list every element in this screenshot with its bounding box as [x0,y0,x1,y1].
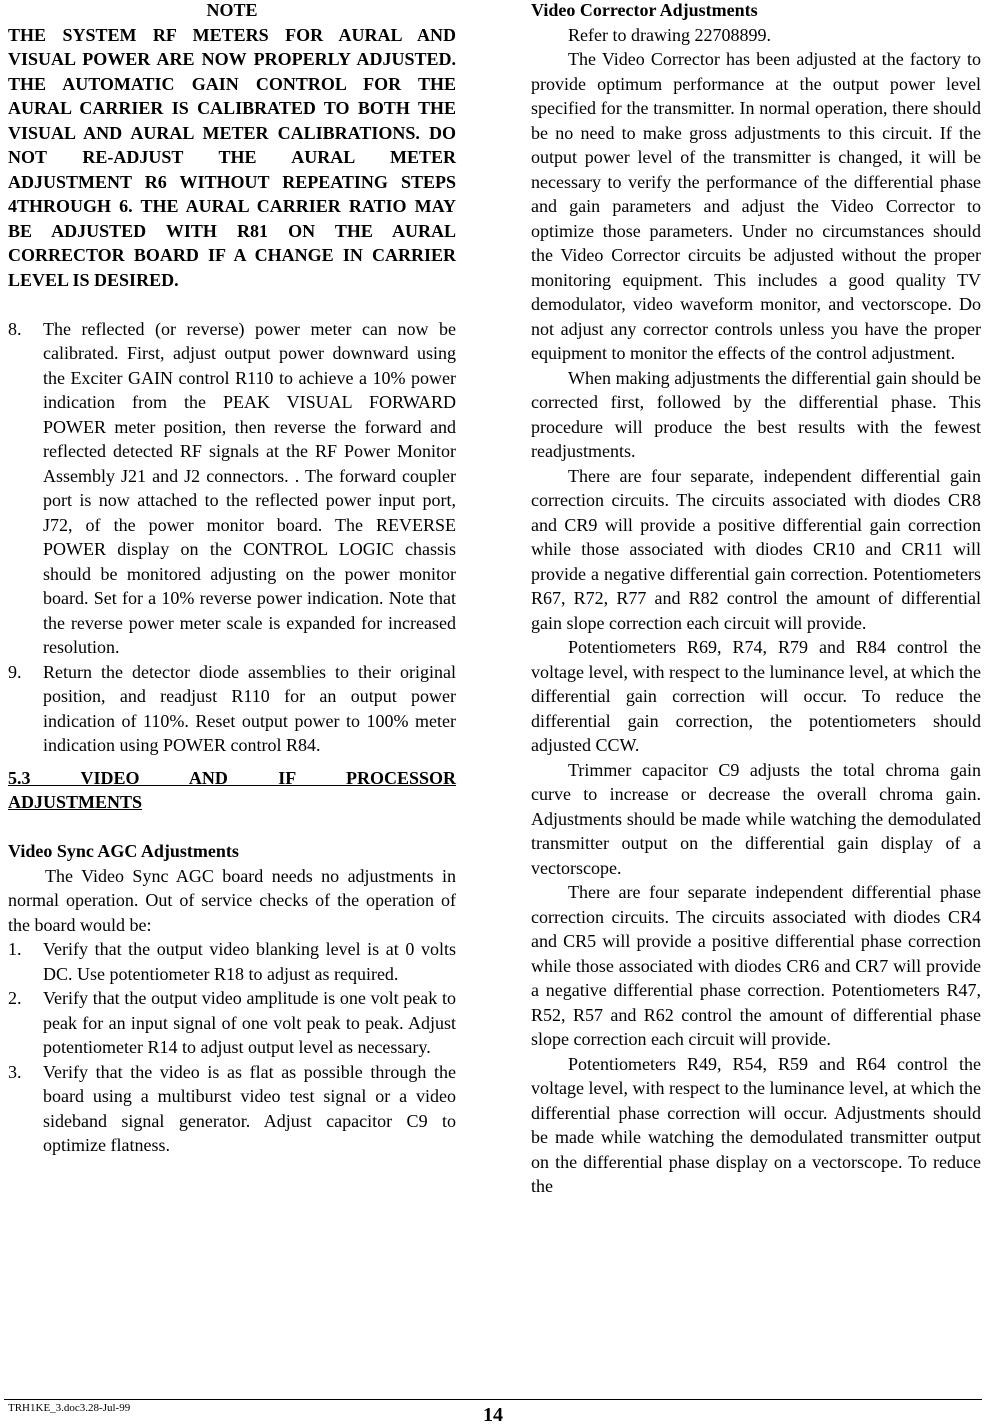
step-number: 3. [8,1061,22,1082]
paragraph: There are four separate independent differential phase correction circuits. The circuits associated with diodes CR4 and CR5 will provide a positive differential phase correction while those associated with diodes CR6 and CR7 will provide a negative differential phase correction. Potentiometers R47, R52, R57 and R62 control the amount of differential phase slope correction each circuit will provide. [531,882,981,1049]
power-steps-list [8,317,456,758]
paragraph: Trimmer capacitor C9 adjusts the total chroma gain curve to increase or decrease the overall chroma gain. Adjustments should be made while watching the demodulated transmitter output on the differential gain display of a vectorscope. [531,759,981,878]
section-heading: 5.3 VIDEO AND IF PROCESSOR [8,767,456,788]
footer-divider [4,1399,982,1400]
spacer [8,292,456,317]
step-text: Return the detector diode assemblies to their original position, and readjust R110 for an output power indication of 110%. Reset output power to 100% meter indication using POWER control R84. [43,661,456,755]
step-text: Verify that the video is as flat as possible through the board using a multiburst video test signal or a video sideband signal generator. Adjust capacitor C9 to optimize flatness. [43,1061,456,1155]
list-item [8,660,456,758]
footer-doc-id: TRH1KE_3.doc3.28-Jul-99 [8,1402,131,1414]
paragraph: Potentiometers R49, R54, R59 and R64 control the voltage level, with respect to the luminance level, at which the differential phase correction will occur. Adjustments should be made while watching the demodulated transmitter output on the differential phase display on a vectorscope. To reduce the [531,1053,981,1196]
paragraph: The Video Corrector has been adjusted at the factory to provide optimum performance at the output power level specified for the transmitter. In normal operation, there should be no need to make gross adjustments to this circuit. If the output power level of the transmitter is changed, it will be necessary to verify the performance of the differential phase and gain parameters and adjust the Video Corrector to optimize those parameters. Under no circumstances should the Video Corrector circuits be adjusted without the proper monitoring equipment. This includes a good quality TV demodulator, video waveform monitor, and vectorscope. Do not adjust any corrector controls unless you have the proper equipment to monitor the effects of the control adjustment. [531,49,981,363]
step-number: 9. [8,661,22,682]
list-item [8,937,456,986]
paragraph: When making adjustments the differential gain should be corrected first, followed by the differential phase. This procedure will produce the best results with the fewest readjustments. [531,367,981,461]
step-text: Verify that the output video amplitude is one volt peak to peak for an input signal of one volt peak to peak. Adjust potentiometer R14 to adjust output level as necessary. [43,988,456,1057]
video-corrector-heading: Video Corrector Adjustments [531,0,758,20]
list-item [8,986,456,1060]
video-sync-heading: Video Sync AGC Adjustments [8,841,239,861]
step-number: 1. [8,939,22,959]
left-column [8,0,456,1158]
paragraph: There are four separate, independent differential gain correction circuits. The circuits associated with diodes CR8 and CR9 will provide a positive differential gain correction while those associated with diodes CR10 and CR11 will provide a negative differential gain correction. Potentiometers R67, R72, R77 and R82 control the amount of differential gain slope correction each circuit will provide. [531,465,981,633]
step-number: 8. [8,318,22,339]
note-body: THE SYSTEM RF METERS FOR AURAL AND VISUAL POWER ARE NOW PROPERLY ADJUSTED. THE AUTOMATIC GAIN CONTROL FOR THE AURAL CARRIER IS CALIBRATED TO BOTH THE VISUAL AND AURAL METER CALIBRATIONS. DO NOT RE-ADJUST THE AURAL METER ADJUSTMENT R6 WITHOUT REPEATING STEPS 4THROUGH 6. THE AURAL CARRIER RATIO MAY BE ADJUSTED WITH R81 ON THE AURAL CORRECTOR BOARD IF A CHANGE IN CARRIER LEVEL IS DESIRED. [8,24,456,290]
step-text: The reflected (or reverse) power meter can now be calibrated. First, adjust output power downward using the Exciter GAIN control R110 to achieve a 10% power indication from the PEAK VISUAL FORWARD POWER meter position, then reverse the forward and reflected detected RF signals at the RF Power Monitor Assembly J21 and J2 connectors. . The forward coupler port is now attached to the reflected power input port, J72, of the power monitor board. The REVERSE POWER display on the CONTROL LOGIC chassis should be monitored adjusting on the power monitor board. Set for a 10% reverse power indication. Note that the reverse power meter scale is expanded for increased resolution. [43,318,456,657]
video-sync-intro: The Video Sync AGC board needs no adjustments in normal operation. Out of service checks of the operation of the board would be: [8,865,456,935]
spacer [8,758,456,766]
note-title: NOTE [206,0,258,20]
section-heading-line2: ADJUSTMENTS [8,792,143,812]
spacer [8,815,456,840]
video-sync-steps-list [8,937,456,1158]
paragraph: Potentiometers R69, R74, R79 and R84 control the voltage level, with respect to the luminance level, at which the differential gain correction will occur. To reduce the differential gain correction, the potentiometers should adjusted CCW. [531,637,981,755]
page-number: 14 [483,1404,503,1426]
list-item [8,1060,456,1158]
section-heading-continued [8,790,456,815]
step-text: Verify that the output video blanking level is at 0 volts DC. Use potentiometer R18 to adjust as required. [43,939,456,984]
step-number: 2. [8,988,22,1008]
list-item [8,317,456,660]
paragraph: Refer to drawing 22708899. [568,24,771,45]
right-column [531,0,981,1199]
